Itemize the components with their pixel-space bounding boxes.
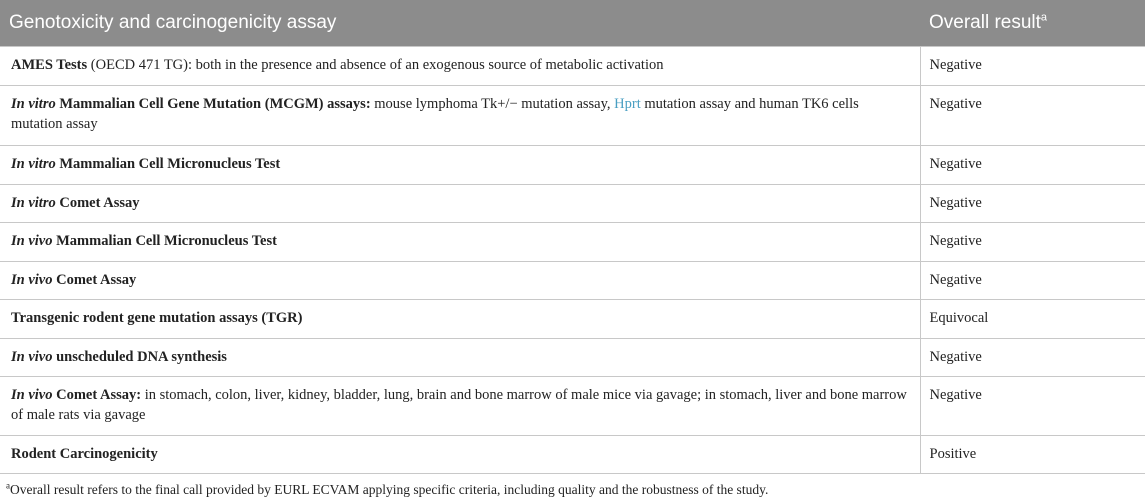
table-row bbox=[0, 184, 1145, 222]
assay-name: AMES Tests bbox=[11, 56, 88, 73]
assay-description: (OECD 471 TG): both in the presence and absence of an exogenous source of metabolic activation bbox=[87, 56, 664, 73]
assay-name: Mammalian Cell Gene Mutation (MCGM) assays: bbox=[55, 95, 371, 112]
header-assay-label: Genotoxicity and carcinogenicity assay bbox=[9, 11, 337, 33]
assay-name: unscheduled DNA synthesis bbox=[52, 348, 227, 365]
header-assay bbox=[0, 0, 920, 46]
table-row bbox=[0, 261, 1145, 299]
result-cell: Negative bbox=[920, 46, 1145, 85]
table-row bbox=[0, 222, 1145, 261]
result-cell: Negative bbox=[920, 85, 1145, 145]
assay-cell bbox=[0, 261, 920, 299]
assay-qualifier: In vitro bbox=[11, 194, 56, 211]
result-cell: Negative bbox=[920, 261, 1145, 299]
assay-cell bbox=[0, 184, 920, 222]
table-footnote bbox=[6, 482, 768, 498]
assay-description-cont: mutation assay and human TK6 cells mutation assay bbox=[11, 95, 859, 132]
footnote-marker: a bbox=[6, 480, 10, 491]
result-cell: Negative bbox=[920, 145, 1145, 184]
table-row bbox=[0, 338, 1145, 376]
assay-name: Mammalian Cell Micronucleus Test bbox=[55, 155, 281, 172]
table-row bbox=[0, 299, 1145, 338]
assay-qualifier: In vivo bbox=[11, 348, 53, 365]
hprt-link[interactable]: Hprt bbox=[614, 95, 641, 112]
assay-cell bbox=[0, 376, 920, 435]
assay-name: Comet Assay bbox=[55, 194, 140, 211]
assay-cell bbox=[0, 46, 920, 85]
footnote-text: Overall result refers to the final call provided by EURL ECVAM applying specific criteria, including quality and the robustness of the study. bbox=[10, 482, 769, 497]
result-cell: Equivocal bbox=[920, 299, 1145, 338]
result-cell: Negative bbox=[920, 184, 1145, 222]
result-cell: Positive bbox=[920, 435, 1145, 473]
table-row bbox=[0, 376, 1145, 435]
assay-cell bbox=[0, 145, 920, 184]
assay-name: Transgenic rodent gene mutation assays (TGR) bbox=[11, 309, 303, 326]
table-row bbox=[0, 435, 1145, 473]
table-row bbox=[0, 46, 1145, 85]
result-cell: Negative bbox=[920, 376, 1145, 435]
assay-qualifier: In vivo bbox=[11, 232, 53, 249]
assay-qualifier: In vivo bbox=[11, 386, 53, 403]
table-header-row bbox=[0, 0, 1145, 46]
assay-cell bbox=[0, 222, 920, 261]
table-row bbox=[0, 145, 1145, 184]
table-row bbox=[0, 85, 1145, 145]
assay-name: Rodent Carcinogenicity bbox=[11, 445, 158, 462]
assay-cell bbox=[0, 85, 920, 145]
header-overall-result bbox=[920, 0, 1145, 46]
assay-name: Comet Assay: bbox=[52, 386, 142, 403]
assay-name: Comet Assay bbox=[52, 271, 137, 288]
footnote-marker: a bbox=[1040, 11, 1048, 24]
assay-cell bbox=[0, 338, 920, 376]
assay-qualifier: In vivo bbox=[11, 271, 53, 288]
assay-description: in stomach, colon, liver, kidney, bladder, lung, brain and bone marrow of male mice via gavage; in stomach, liver and bone marrow of male rats via gavage bbox=[11, 386, 907, 423]
assay-description: mouse lymphoma Tk+/− mutation assay, bbox=[370, 95, 615, 112]
header-result-label: Overall result bbox=[929, 11, 1041, 33]
assay-qualifier: In vitro bbox=[11, 155, 56, 172]
result-cell: Negative bbox=[920, 222, 1145, 261]
result-cell: Negative bbox=[920, 338, 1145, 376]
assay-cell bbox=[0, 435, 920, 473]
assay-name: Mammalian Cell Micronucleus Test bbox=[52, 232, 277, 249]
assay-qualifier: In vitro bbox=[11, 95, 56, 112]
assay-cell bbox=[0, 299, 920, 338]
